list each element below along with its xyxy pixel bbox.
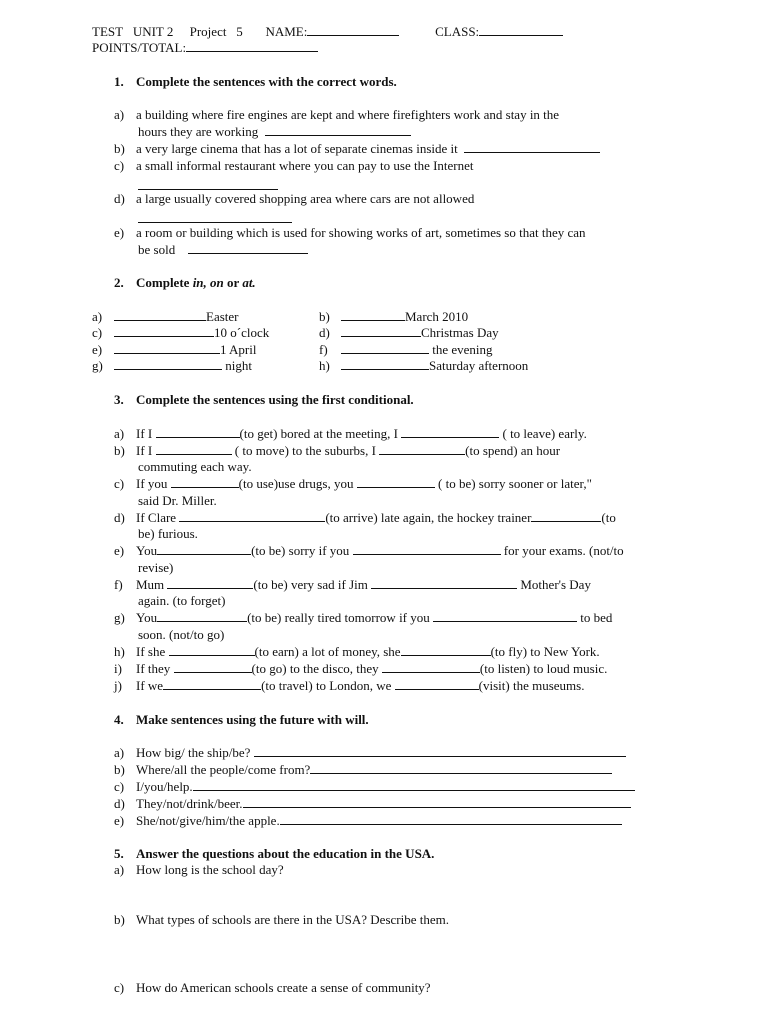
answer-blank[interactable] [138, 211, 292, 223]
answer-blank[interactable] [138, 178, 278, 190]
item-text: They/not/drink/beer. [136, 796, 243, 811]
answer-blank[interactable] [464, 141, 600, 153]
item-text: the evening [429, 342, 493, 357]
class-field[interactable] [479, 24, 563, 36]
item-text: ( to move) to the suburbs, I [231, 443, 380, 458]
item-text: revise) [138, 560, 174, 575]
item-label: g) [92, 358, 103, 373]
item-text: What types of schools are there in the USA? Describe them. [136, 912, 449, 927]
answer-blank[interactable] [371, 577, 517, 589]
project-label: Project [189, 24, 227, 39]
section-3-heading [114, 392, 414, 408]
project-number: 5 [236, 24, 243, 39]
s3-item-b [114, 443, 560, 459]
answer-blank[interactable] [379, 443, 465, 455]
s3-item-c [114, 476, 592, 492]
answer-blank[interactable] [433, 610, 577, 622]
header-line [92, 24, 563, 40]
item-text: How big/ the ship/be? [136, 745, 254, 760]
item-text: She/not/give/him/the apple. [136, 813, 280, 828]
item-text: If I [136, 443, 156, 458]
answer-blank[interactable] [531, 510, 601, 522]
section-title: or [223, 275, 243, 290]
item-text: a very large cinema that has a lot of separate cinemas inside it [136, 141, 458, 156]
item-text: How long is the school day? [136, 862, 284, 877]
item-text: If we [136, 678, 164, 693]
s3-item-g [114, 610, 612, 626]
answer-blank[interactable] [341, 309, 405, 321]
item-text: How do American schools create a sense of community? [136, 980, 431, 995]
item-text: a building where fire engines are kept and where firefighters work and stay in the [136, 107, 560, 122]
answer-blank[interactable] [167, 577, 253, 589]
item-text: hours they are working [138, 124, 259, 139]
item-text: (to earn) a lot of money, she [254, 644, 401, 659]
s3-item-h [114, 644, 600, 660]
section-1-heading [114, 74, 397, 90]
item-text: (to use)use drugs, you [238, 476, 357, 491]
answer-blank[interactable] [254, 745, 626, 757]
s3-item-c-line2 [138, 493, 217, 509]
item-text: 10 o´clock [214, 325, 270, 340]
s1-item-b [114, 141, 600, 157]
item-label: f) [319, 342, 328, 357]
item-text: (to be) really tired tomorrow if you [247, 610, 434, 625]
answer-blank[interactable] [310, 762, 612, 774]
answer-blank[interactable] [157, 543, 251, 555]
s5-item-c [114, 980, 431, 996]
item-text: Mother's Day [517, 577, 591, 592]
item-text: (to fly) to New York. [490, 644, 600, 659]
answer-blank[interactable] [193, 779, 635, 791]
item-label: f) [114, 577, 123, 592]
s2-item-a [92, 309, 238, 325]
s1-item-a [114, 107, 559, 123]
item-text: to bed [577, 610, 613, 625]
item-text: 1 April [220, 342, 257, 357]
answer-blank[interactable] [341, 342, 429, 354]
item-text: a large usually covered shopping area where cars are not allowed [136, 191, 475, 206]
item-label: e) [114, 813, 125, 828]
item-label: b) [319, 309, 330, 324]
section-title: Complete the sentences with the correct words. [136, 74, 397, 89]
answer-blank[interactable] [265, 124, 411, 136]
answer-blank[interactable] [169, 644, 255, 656]
answer-blank[interactable] [171, 476, 239, 488]
item-text: (to arrive) late again, the hockey trainer [325, 510, 532, 525]
s1-item-c [114, 158, 474, 174]
test-label: TEST [92, 24, 124, 39]
answer-blank[interactable] [341, 325, 421, 337]
s3-item-b-line2 [138, 459, 252, 475]
item-label: b) [114, 141, 125, 156]
name-label: NAME: [265, 24, 308, 39]
item-label: d) [114, 510, 125, 525]
answer-blank[interactable] [395, 678, 479, 690]
item-label: e) [114, 543, 125, 558]
answer-blank[interactable] [156, 443, 232, 455]
section-title: Complete [136, 275, 193, 290]
item-text: said Dr. Miller. [138, 493, 217, 508]
unit-label: UNIT 2 [132, 24, 174, 39]
item-text: a room or building which is used for showing works of art, sometimes so that they can [136, 225, 586, 240]
answer-blank[interactable] [114, 325, 214, 337]
answer-blank[interactable] [114, 309, 206, 321]
section-title: Make sentences using the future with will. [136, 712, 369, 727]
item-text: a small informal restaurant where you can pay to use the Internet [136, 158, 474, 173]
s2-item-e [92, 342, 256, 358]
section-number: 2. [114, 275, 124, 290]
s4-item-e [114, 813, 622, 829]
class-label: CLASS: [435, 24, 480, 39]
s3-item-i [114, 661, 607, 677]
answer-blank[interactable] [163, 678, 261, 690]
s3-item-f [114, 577, 591, 593]
item-label: j) [114, 678, 122, 693]
s3-item-f-line2 [138, 593, 225, 609]
s3-item-e-line2 [138, 560, 173, 576]
section-number: 1. [114, 74, 124, 89]
answer-blank[interactable] [114, 358, 222, 370]
item-label: b) [114, 762, 125, 777]
item-text: (to go) to the disco, they [251, 661, 382, 676]
section-number: 5. [114, 846, 124, 861]
s4-item-d [114, 796, 631, 812]
item-text: (to travel) to London, we [261, 678, 395, 693]
points-line [92, 40, 318, 56]
item-label: b) [114, 443, 125, 458]
item-label: i) [114, 661, 122, 676]
item-text: ( to leave) early. [499, 426, 587, 441]
item-text: Mum [136, 577, 168, 592]
s5-item-b [114, 912, 449, 928]
item-label: h) [319, 358, 330, 373]
s4-item-c [114, 779, 635, 795]
item-label: c) [114, 476, 125, 491]
section-title-word: at. [242, 275, 256, 290]
item-text: Where/all the people/come from? [136, 762, 311, 777]
section-title: Answer the questions about the education in the USA. [136, 846, 435, 861]
item-text: (to be) very sad if Jim [253, 577, 372, 592]
answer-blank[interactable] [401, 644, 491, 656]
item-label: e) [92, 342, 103, 357]
s1-item-d [114, 191, 474, 207]
answer-blank[interactable] [357, 476, 435, 488]
section-5-heading [114, 846, 434, 862]
s4-item-a [114, 745, 626, 761]
s3-item-d [114, 510, 616, 526]
item-label: h) [114, 644, 125, 659]
item-label: g) [114, 610, 125, 625]
item-text: If Clare [136, 510, 180, 525]
s3-item-g-line2 [138, 627, 224, 643]
item-label: c) [114, 158, 125, 173]
name-field[interactable] [307, 24, 399, 36]
s2-item-h [319, 358, 528, 374]
section-number: 4. [114, 712, 124, 727]
answer-blank[interactable] [157, 610, 247, 622]
answer-blank[interactable] [188, 242, 308, 254]
item-text: be sold [138, 242, 176, 257]
item-label: a) [92, 309, 103, 324]
item-label: a) [114, 426, 125, 441]
s3-item-j [114, 678, 584, 694]
answer-blank[interactable] [243, 796, 631, 808]
item-label: d) [114, 191, 125, 206]
section-number: 3. [114, 392, 124, 407]
item-text: If you [136, 476, 171, 491]
s2-item-b [319, 309, 468, 325]
s1-item-e-line2 [138, 242, 308, 258]
item-text: Saturday afternoon [429, 358, 529, 373]
item-text: Christmas Day [421, 325, 499, 340]
item-label: a) [114, 107, 125, 122]
item-label: c) [92, 325, 103, 340]
item-text: (to spend) an hour [465, 443, 561, 458]
section-title: Complete the sentences using the first conditional. [136, 392, 414, 407]
s2-item-g [92, 358, 252, 374]
s5-item-a [114, 862, 284, 878]
answer-blank[interactable] [341, 358, 429, 370]
points-field[interactable] [186, 40, 318, 52]
item-label: c) [114, 779, 125, 794]
item-text: (to be) sorry if you [251, 543, 353, 558]
item-text: You [136, 543, 158, 558]
item-text: March 2010 [405, 309, 469, 324]
answer-blank[interactable] [353, 543, 501, 555]
s2-item-f [319, 342, 493, 358]
item-text: (to get) bored at the meeting, I [239, 426, 402, 441]
item-label: b) [114, 912, 125, 927]
item-label: c) [114, 980, 125, 995]
item-text: You [136, 610, 158, 625]
answer-blank[interactable] [382, 661, 480, 673]
s3-item-a [114, 426, 587, 442]
s3-item-e [114, 543, 624, 559]
answer-blank[interactable] [401, 426, 499, 438]
s2-item-c [92, 325, 269, 341]
points-label: POINTS/TOTAL: [92, 40, 187, 55]
item-text: If I [136, 426, 156, 441]
item-text: If they [136, 661, 174, 676]
item-label: d) [319, 325, 330, 340]
item-text: (to [601, 510, 616, 525]
s1-item-a-line2 [138, 124, 411, 140]
item-text: night [222, 358, 252, 373]
item-text: (to listen) to loud music. [479, 661, 608, 676]
item-text: If she [136, 644, 169, 659]
section-4-heading [114, 712, 369, 728]
item-text: ( to be) sorry sooner or later," [434, 476, 592, 491]
answer-blank[interactable] [280, 813, 622, 825]
item-text: soon. (not/to go) [138, 627, 225, 642]
s2-item-d [319, 325, 499, 341]
item-label: a) [114, 862, 125, 877]
item-text: again. (to forget) [138, 593, 226, 608]
answer-blank[interactable] [114, 342, 220, 354]
item-label: e) [114, 225, 125, 240]
item-label: a) [114, 745, 125, 760]
section-2-heading [114, 275, 256, 291]
item-text: (visit) the museums. [478, 678, 585, 693]
section-title-word: in, on [192, 275, 224, 290]
item-label: d) [114, 796, 125, 811]
s4-item-b [114, 762, 612, 778]
s3-item-d-line2 [138, 526, 198, 542]
item-text: Easter [206, 309, 239, 324]
item-text: for your exams. (not/to [500, 543, 624, 558]
item-text: I/you/help. [136, 779, 193, 794]
item-text: be) furious. [138, 526, 198, 541]
answer-blank[interactable] [156, 426, 240, 438]
s1-item-e [114, 225, 586, 241]
answer-blank[interactable] [174, 661, 252, 673]
item-text: commuting each way. [138, 459, 252, 474]
answer-blank[interactable] [179, 510, 325, 522]
